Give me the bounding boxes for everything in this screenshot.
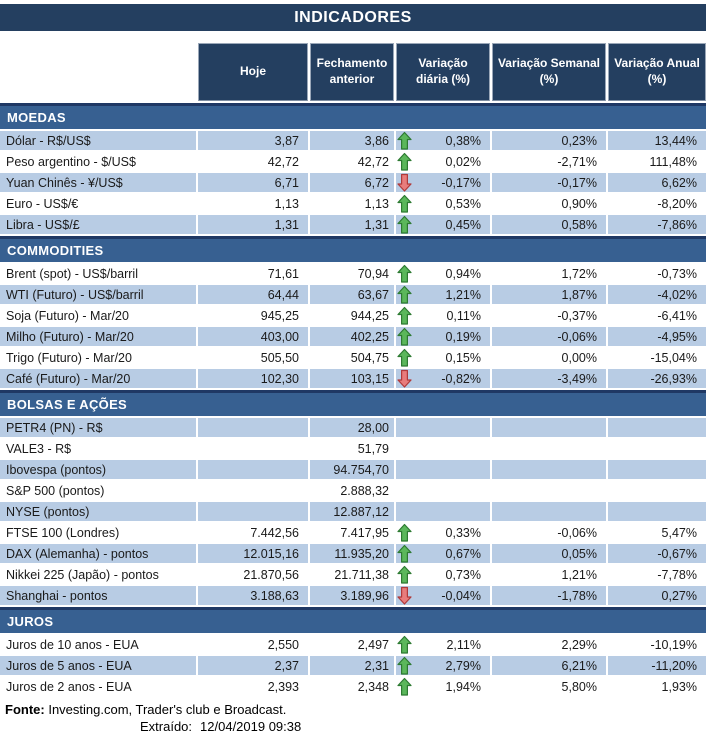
- table-row: [0, 348, 706, 367]
- table-column-header: [0, 43, 706, 101]
- source-label: Fonte:: [5, 702, 45, 717]
- table-row: [0, 565, 706, 584]
- cell-var-anual: 13,44%: [608, 131, 706, 150]
- cell-hoje: 505,50: [198, 348, 308, 367]
- row-label: Ibovespa (pontos): [0, 460, 196, 479]
- var-diaria-value: 0,15%: [445, 350, 481, 365]
- column-header-variacao-semanal: Variação Semanal (%): [492, 43, 606, 101]
- cell-var-anual: -7,86%: [608, 215, 706, 234]
- cell-var-anual: -6,41%: [608, 306, 706, 325]
- cell-var-diaria: [396, 635, 490, 654]
- cell-var-anual: [608, 460, 706, 479]
- table-row: [0, 152, 706, 171]
- cell-var-anual: -15,04%: [608, 348, 706, 367]
- cell-var-diaria: [396, 677, 490, 696]
- cell-var-anual: 5,47%: [608, 523, 706, 542]
- cell-var-semanal: -0,06%: [492, 523, 606, 542]
- cell-fechamento: 1,31: [310, 215, 394, 234]
- cell-var-diaria: [396, 285, 490, 304]
- cell-hoje: 21.870,56: [198, 565, 308, 584]
- cell-var-anual: -8,20%: [608, 194, 706, 213]
- cell-var-diaria: [396, 369, 490, 388]
- cell-fechamento: 51,79: [310, 439, 394, 458]
- cell-var-diaria: [396, 586, 490, 605]
- cell-var-anual: -11,20%: [608, 656, 706, 675]
- var-diaria-value: 0,02%: [445, 154, 481, 169]
- cell-fechamento: 944,25: [310, 306, 394, 325]
- table-row: [0, 264, 706, 283]
- cell-fechamento: 2,497: [310, 635, 394, 654]
- cell-var-semanal: 1,21%: [492, 565, 606, 584]
- arrow-down-icon: [397, 586, 412, 605]
- table-row: [0, 215, 706, 234]
- cell-var-semanal: -0,06%: [492, 327, 606, 346]
- table-body: [0, 103, 706, 696]
- table-row: [0, 502, 706, 521]
- cell-fechamento: 6,72: [310, 173, 394, 192]
- cell-hoje: 71,61: [198, 264, 308, 283]
- row-label: WTI (Futuro) - US$/barril: [0, 285, 196, 304]
- row-label: Soja (Futuro) - Mar/20: [0, 306, 196, 325]
- cell-var-diaria: [396, 656, 490, 675]
- footer: [0, 698, 706, 731]
- cell-var-diaria: [396, 523, 490, 542]
- var-diaria-value: 1,21%: [445, 287, 481, 302]
- cell-var-semanal: [492, 481, 606, 500]
- table-row: [0, 306, 706, 325]
- cell-var-anual: -0,73%: [608, 264, 706, 283]
- cell-hoje: [198, 439, 308, 458]
- var-diaria-value: -0,82%: [441, 371, 481, 386]
- cell-var-diaria: [396, 327, 490, 346]
- cell-fechamento: 504,75: [310, 348, 394, 367]
- table-row: [0, 173, 706, 192]
- row-label: Brent (spot) - US$/barril: [0, 264, 196, 283]
- extracted-timestamp: 12/04/2019 09:38: [200, 719, 302, 731]
- var-diaria-value: -0,17%: [441, 175, 481, 190]
- arrow-up-icon: [397, 348, 412, 367]
- cell-fechamento: 3.189,96: [310, 586, 394, 605]
- source-line: [0, 702, 706, 717]
- cell-fechamento: 2,348: [310, 677, 394, 696]
- cell-var-anual: 6,62%: [608, 173, 706, 192]
- arrow-up-icon: [397, 306, 412, 325]
- cell-fechamento: 28,00: [310, 418, 394, 437]
- cell-var-semanal: -2,71%: [492, 152, 606, 171]
- row-label: DAX (Alemanha) - pontos: [0, 544, 196, 563]
- cell-hoje: 1,13: [198, 194, 308, 213]
- row-label: Juros de 5 anos - EUA: [0, 656, 196, 675]
- cell-var-diaria: [396, 544, 490, 563]
- cell-fechamento: 42,72: [310, 152, 394, 171]
- cell-fechamento: 21.711,38: [310, 565, 394, 584]
- cell-var-diaria: [396, 215, 490, 234]
- table-row: [0, 460, 706, 479]
- cell-hoje: 3,87: [198, 131, 308, 150]
- cell-var-diaria: [396, 194, 490, 213]
- cell-var-anual: [608, 418, 706, 437]
- cell-var-anual: -0,67%: [608, 544, 706, 563]
- cell-hoje: [198, 481, 308, 500]
- cell-var-diaria: [396, 418, 490, 437]
- cell-var-anual: -4,02%: [608, 285, 706, 304]
- cell-var-semanal: 6,21%: [492, 656, 606, 675]
- cell-fechamento: 11.935,20: [310, 544, 394, 563]
- cell-hoje: 3.188,63: [198, 586, 308, 605]
- var-diaria-value: 0,53%: [445, 196, 481, 211]
- cell-var-semanal: -0,17%: [492, 173, 606, 192]
- table-row: [0, 194, 706, 213]
- table-row: [0, 418, 706, 437]
- cell-fechamento: 12.887,12: [310, 502, 394, 521]
- arrow-up-icon: [397, 635, 412, 654]
- cell-var-semanal: -3,49%: [492, 369, 606, 388]
- table-row: [0, 586, 706, 605]
- var-diaria-value: 2,79%: [445, 658, 481, 673]
- cell-var-diaria: [396, 460, 490, 479]
- cell-var-semanal: 0,05%: [492, 544, 606, 563]
- cell-var-semanal: [492, 439, 606, 458]
- cell-var-anual: 111,48%: [608, 152, 706, 171]
- arrow-up-icon: [397, 131, 412, 150]
- var-diaria-value: 0,19%: [445, 329, 481, 344]
- table-row: [0, 635, 706, 654]
- cell-var-semanal: 1,72%: [492, 264, 606, 283]
- row-label: Nikkei 225 (Japão) - pontos: [0, 565, 196, 584]
- cell-var-semanal: 0,58%: [492, 215, 606, 234]
- arrow-up-icon: [397, 677, 412, 696]
- table-row: [0, 544, 706, 563]
- arrow-up-icon: [397, 327, 412, 346]
- var-diaria-value: 1,94%: [445, 679, 481, 694]
- table-row: [0, 481, 706, 500]
- cell-fechamento: 1,13: [310, 194, 394, 213]
- column-header-fechamento-anterior: Fechamento anterior: [310, 43, 394, 101]
- column-header-hoje: Hoje: [198, 43, 308, 101]
- cell-var-diaria: [396, 131, 490, 150]
- cell-fechamento: 94.754,70: [310, 460, 394, 479]
- cell-fechamento: 2,31: [310, 656, 394, 675]
- cell-var-anual: 0,27%: [608, 586, 706, 605]
- cell-hoje: 42,72: [198, 152, 308, 171]
- cell-var-diaria: [396, 502, 490, 521]
- cell-var-semanal: 0,90%: [492, 194, 606, 213]
- row-label: NYSE (pontos): [0, 502, 196, 521]
- cell-var-diaria: [396, 173, 490, 192]
- extracted-line: [0, 719, 706, 731]
- row-label: FTSE 100 (Londres): [0, 523, 196, 542]
- cell-hoje: 7.442,56: [198, 523, 308, 542]
- cell-hoje: 6,71: [198, 173, 308, 192]
- section-header-juros: JUROS: [0, 607, 706, 633]
- row-label: Libra - US$/£: [0, 215, 196, 234]
- var-diaria-value: 0,11%: [446, 308, 481, 323]
- page-title: INDICADORES: [0, 4, 706, 31]
- table-row: [0, 656, 706, 675]
- section-header-bolsas-e-acoes: BOLSAS E AÇÕES: [0, 390, 706, 416]
- header-spacer: [0, 43, 196, 101]
- row-label: VALE3 - R$: [0, 439, 196, 458]
- cell-var-semanal: 2,29%: [492, 635, 606, 654]
- arrow-up-icon: [397, 215, 412, 234]
- cell-fechamento: 103,15: [310, 369, 394, 388]
- cell-fechamento: 2.888,32: [310, 481, 394, 500]
- cell-hoje: [198, 460, 308, 479]
- table-row: [0, 285, 706, 304]
- cell-var-anual: -4,95%: [608, 327, 706, 346]
- cell-var-diaria: [396, 152, 490, 171]
- row-label: Café (Futuro) - Mar/20: [0, 369, 196, 388]
- arrow-down-icon: [397, 369, 412, 388]
- cell-fechamento: 3,86: [310, 131, 394, 150]
- cell-var-diaria: [396, 348, 490, 367]
- cell-var-semanal: [492, 460, 606, 479]
- cell-var-semanal: 5,80%: [492, 677, 606, 696]
- section-header-commodities: COMMODITIES: [0, 236, 706, 262]
- section-header-moedas: MOEDAS: [0, 103, 706, 129]
- table-row: [0, 439, 706, 458]
- cell-hoje: 2,393: [198, 677, 308, 696]
- var-diaria-value: 0,38%: [445, 133, 481, 148]
- cell-var-anual: [608, 502, 706, 521]
- var-diaria-value: -0,04%: [441, 588, 481, 603]
- extracted-label: Extraído:: [140, 719, 193, 731]
- cell-var-semanal: 0,23%: [492, 131, 606, 150]
- cell-var-diaria: [396, 565, 490, 584]
- cell-hoje: 2,37: [198, 656, 308, 675]
- cell-var-diaria: [396, 439, 490, 458]
- cell-var-anual: -26,93%: [608, 369, 706, 388]
- row-label: Milho (Futuro) - Mar/20: [0, 327, 196, 346]
- cell-var-semanal: [492, 502, 606, 521]
- column-header-variacao-diaria: Variação diária (%): [396, 43, 490, 101]
- cell-hoje: 64,44: [198, 285, 308, 304]
- arrow-up-icon: [397, 523, 412, 542]
- row-label: Dólar - R$/US$: [0, 131, 196, 150]
- cell-hoje: [198, 418, 308, 437]
- var-diaria-value: 0,94%: [445, 266, 481, 281]
- row-label: Peso argentino - $/US$: [0, 152, 196, 171]
- arrow-up-icon: [397, 152, 412, 171]
- table-row: [0, 369, 706, 388]
- cell-var-diaria: [396, 306, 490, 325]
- cell-var-semanal: -1,78%: [492, 586, 606, 605]
- cell-var-semanal: [492, 418, 606, 437]
- cell-var-diaria: [396, 481, 490, 500]
- arrow-up-icon: [397, 544, 412, 563]
- row-label: Yuan Chinês - ¥/US$: [0, 173, 196, 192]
- arrow-up-icon: [397, 656, 412, 675]
- cell-hoje: 403,00: [198, 327, 308, 346]
- cell-var-anual: 1,93%: [608, 677, 706, 696]
- column-header-variacao-anual: Variação Anual (%): [608, 43, 706, 101]
- cell-var-diaria: [396, 264, 490, 283]
- row-label: Shanghai - pontos: [0, 586, 196, 605]
- cell-fechamento: 70,94: [310, 264, 394, 283]
- arrow-up-icon: [397, 194, 412, 213]
- source-text: Investing.com, Trader's club e Broadcast.: [44, 702, 287, 717]
- var-diaria-value: 0,73%: [445, 567, 481, 582]
- cell-hoje: 102,30: [198, 369, 308, 388]
- cell-fechamento: 7.417,95: [310, 523, 394, 542]
- cell-fechamento: 63,67: [310, 285, 394, 304]
- var-diaria-value: 0,45%: [445, 217, 481, 232]
- table-row: [0, 327, 706, 346]
- cell-var-anual: -10,19%: [608, 635, 706, 654]
- row-label: Juros de 10 anos - EUA: [0, 635, 196, 654]
- table-row: [0, 131, 706, 150]
- row-label: Euro - US$/€: [0, 194, 196, 213]
- cell-hoje: 945,25: [198, 306, 308, 325]
- var-diaria-value: 0,67%: [445, 546, 481, 561]
- cell-var-anual: [608, 439, 706, 458]
- cell-fechamento: 402,25: [310, 327, 394, 346]
- cell-hoje: 1,31: [198, 215, 308, 234]
- var-diaria-value: 0,33%: [445, 525, 481, 540]
- cell-var-semanal: -0,37%: [492, 306, 606, 325]
- cell-var-semanal: 1,87%: [492, 285, 606, 304]
- table-row: [0, 523, 706, 542]
- var-diaria-value: 2,11%: [446, 637, 481, 652]
- cell-hoje: 12.015,16: [198, 544, 308, 563]
- arrow-up-icon: [397, 285, 412, 304]
- cell-var-semanal: 0,00%: [492, 348, 606, 367]
- arrow-up-icon: [397, 264, 412, 283]
- arrow-up-icon: [397, 565, 412, 584]
- row-label: PETR4 (PN) - R$: [0, 418, 196, 437]
- cell-hoje: 2,550: [198, 635, 308, 654]
- arrow-down-icon: [397, 173, 412, 192]
- row-label: S&P 500 (pontos): [0, 481, 196, 500]
- cell-var-anual: [608, 481, 706, 500]
- cell-var-anual: -7,78%: [608, 565, 706, 584]
- cell-hoje: [198, 502, 308, 521]
- table-row: [0, 677, 706, 696]
- row-label: Juros de 2 anos - EUA: [0, 677, 196, 696]
- row-label: Trigo (Futuro) - Mar/20: [0, 348, 196, 367]
